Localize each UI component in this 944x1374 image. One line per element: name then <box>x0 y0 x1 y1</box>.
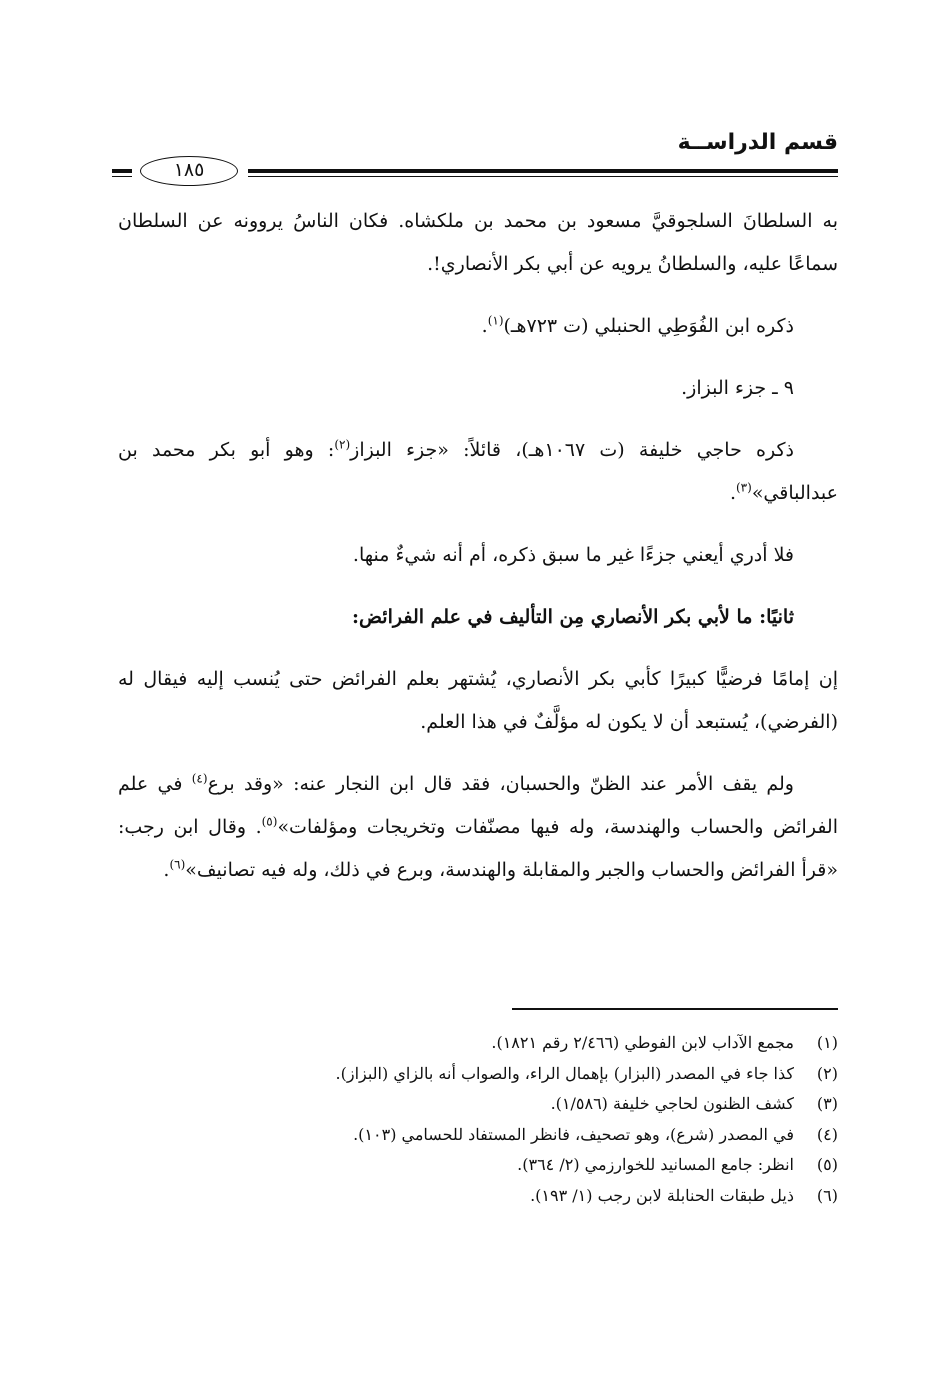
footnote-text: مجمع الآداب لابن الفوطي (٢/٤٦٦ رقم ١٨٢١). <box>491 1033 794 1052</box>
page-header <box>112 128 838 188</box>
footnote-ref-3[interactable]: (٣) <box>735 480 752 495</box>
footnote-number: (١) <box>816 1033 838 1052</box>
paragraph-7-text-a: ولم يقف الأمر عند الظنّ والحسبان، فقد قال ابن النجار عنه: «وقد برع <box>207 773 794 795</box>
paragraph-5-text: فلا أدري أيعني جزءًا غير ما سبق ذكره، أم أنه شيءٌ منها. <box>352 544 794 566</box>
header-rule-thin <box>248 176 838 177</box>
paragraph-1-text: به السلطانَ السلجوقيَّ مسعود بن محمد بن ملكشاه. فكان الناسُ يروونه عن السلطان سماعًا عليه، والسلطانُ يرويه عن أبي بكر الأنصاري!. <box>118 210 838 275</box>
footnote-item <box>118 1028 838 1059</box>
section-heading-text: ثانيًا: ما لأبي بكر الأنصاري مِن التأليف في علم الفرائض: <box>352 606 794 628</box>
paragraph-3 <box>118 367 838 410</box>
footnote-number: (٤) <box>816 1124 838 1144</box>
footnote-item <box>118 1120 838 1151</box>
footnote-text: انظر: جامع المسانيد للخوارزمي (٢/ ٣٦٤). <box>517 1155 794 1174</box>
footnote-number: (٢) <box>816 1063 838 1083</box>
footnote-text: ذيل طبقات الحنابلة لابن رجب (١/ ١٩٣). <box>530 1185 794 1205</box>
header-rule-thick <box>248 169 838 173</box>
footnote-number: (٣) <box>816 1094 838 1113</box>
page-number: ١٨٥ <box>140 156 238 186</box>
footnote-text: في المصدر (شرع)، وهو تصحيف، فانظر المستفاد للحسامي (١٠٣). <box>353 1124 794 1144</box>
paragraph-2 <box>118 305 838 348</box>
footnote-text: كذا جاء في المصدر (البزار) بإهمال الراء، والصواب أنه بالزاي (البزاز). <box>335 1063 794 1083</box>
paragraph-2-end: . <box>481 315 488 337</box>
paragraph-6-text: إن إمامًا فرضيًّا كبيرًا كأبي بكر الأنصاري، يُشتهر بعلم الفرائض حتى يُنسب إليه فيقال له (الفرضي)، يُستبعد أن لا يكون له مؤلَّفٌ في هذا العلم. <box>118 668 838 733</box>
paragraph-4 <box>118 429 838 515</box>
footnote-item <box>118 1150 838 1181</box>
footnote-ref-4[interactable]: (٤) <box>191 771 208 786</box>
footnote-item <box>118 1089 838 1120</box>
section-heading <box>118 596 838 639</box>
footnotes-list <box>118 1028 838 1211</box>
paragraph-4-end: . <box>729 482 736 504</box>
footnote-item <box>118 1181 838 1212</box>
footnote-ref-1[interactable]: (١) <box>487 313 504 328</box>
main-text <box>118 200 838 911</box>
paragraph-4-text-b: : وهو أبو بكر محمد بن عبدالباقي» <box>118 439 838 504</box>
paragraph-7-end: . <box>163 859 170 881</box>
paragraph-1 <box>118 200 838 286</box>
paragraph-7 <box>118 763 838 892</box>
paragraph-6 <box>118 658 838 744</box>
section-title: قسم الدراســة <box>677 130 838 155</box>
header-rule-left-thin <box>112 176 132 177</box>
paragraph-5 <box>118 534 838 577</box>
paragraph-7-text-c: . وقال ابن رجب: «قرأ الفرائض والحساب والجبر والمقابلة والهندسة، وبرع في ذلك، وله فيه تصانيف» <box>118 816 838 881</box>
footnote-item <box>118 1059 838 1090</box>
header-rule-left-thick <box>112 169 132 173</box>
footnote-ref-5[interactable]: (٥) <box>261 814 278 829</box>
footnote-text: كشف الظنون لحاجي خليفة (١/٥٨٦). <box>550 1094 794 1113</box>
paragraph-3-text: ٩ ـ جزء البزاز. <box>681 377 794 399</box>
paragraph-2-text: ذكره ابن الفُوَطِي الحنبلي (ت ٧٢٣هـ) <box>503 315 794 337</box>
footnote-ref-2[interactable]: (٢) <box>334 437 351 452</box>
footnote-ref-6[interactable]: (٦) <box>169 857 186 872</box>
footnote-number: (٥) <box>816 1155 838 1174</box>
footnote-separator <box>512 1008 838 1010</box>
paragraph-4-text-a: ذكره حاجي خليفة (ت ١٠٦٧هـ)، قائلاً: «جزء البزاز <box>350 439 794 461</box>
footnote-number: (٦) <box>816 1185 838 1205</box>
paragraph-7-text-b: في علم الفرائض والحساب والهندسة، وله فيها مصنّفات وتخريجات ومؤلفات» <box>118 773 838 838</box>
